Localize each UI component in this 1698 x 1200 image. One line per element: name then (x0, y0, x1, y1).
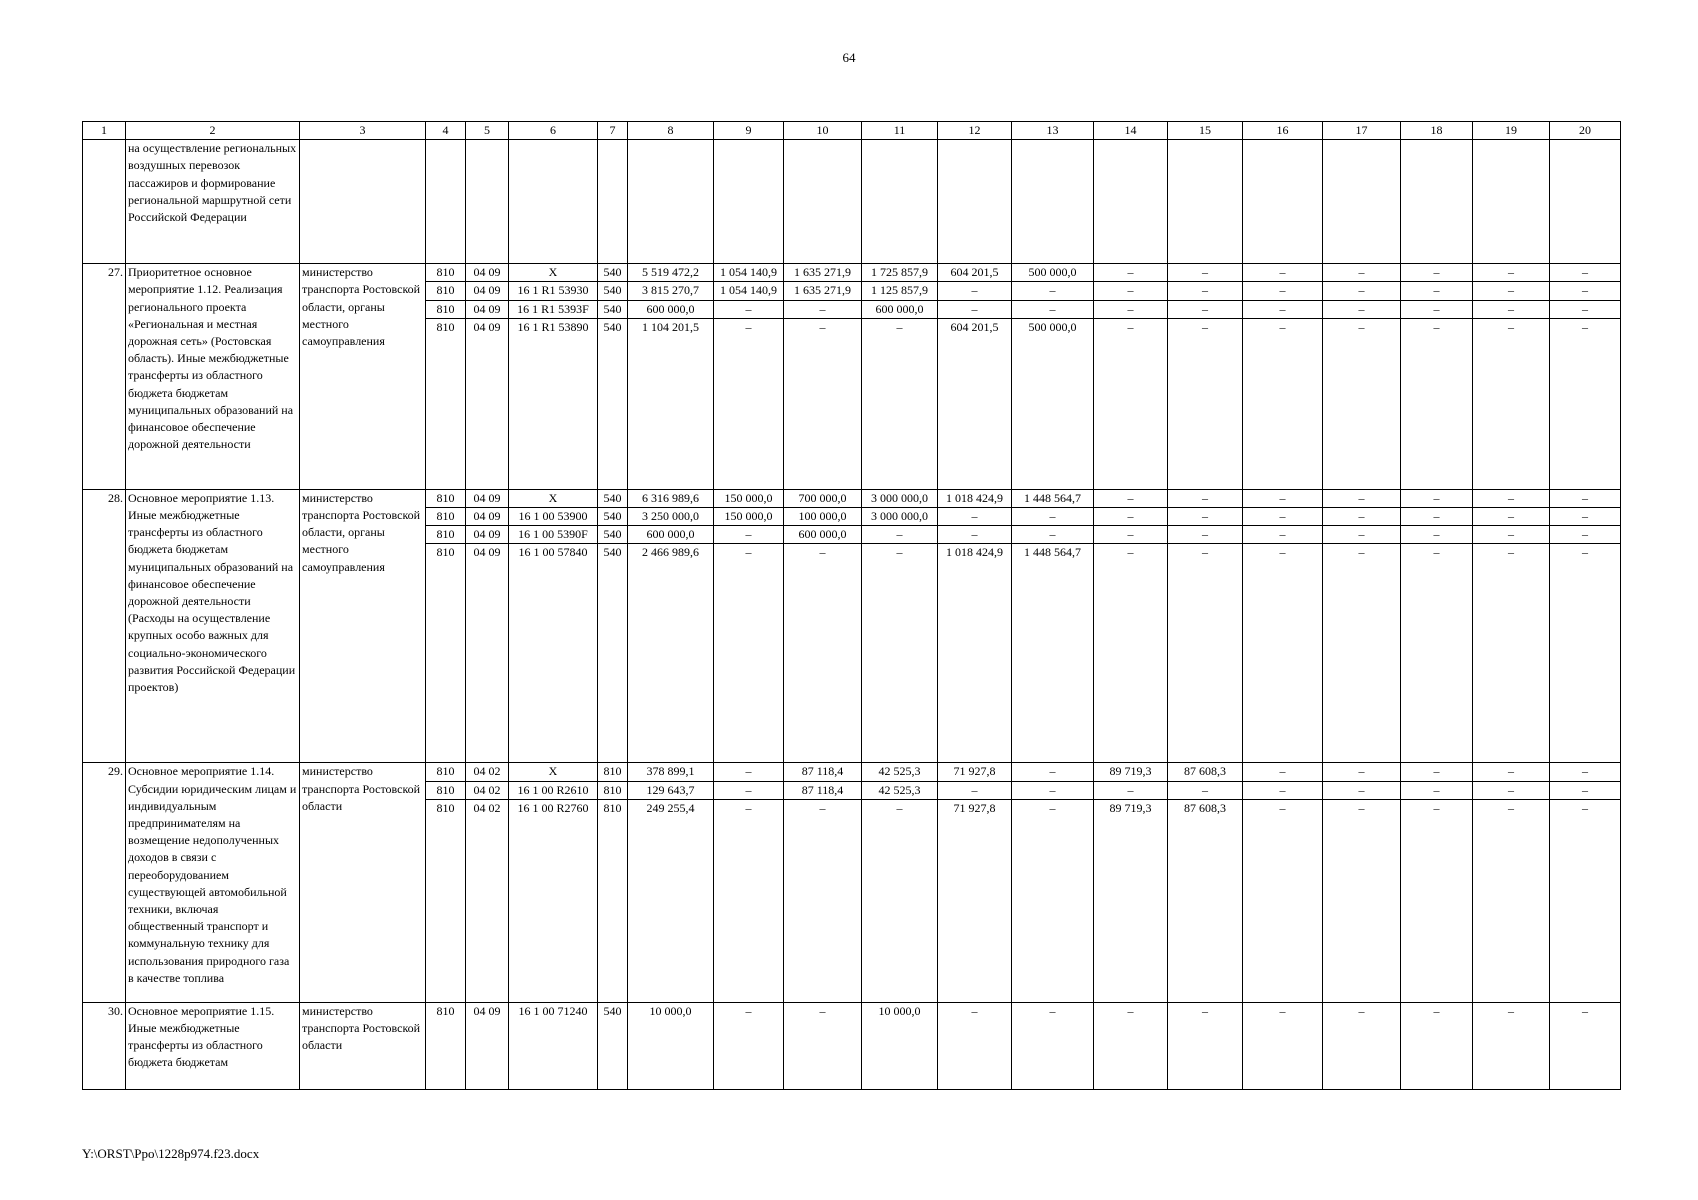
value-cell: – (1401, 781, 1473, 799)
value-cell: – (1168, 300, 1243, 318)
value-cell: 150 000,0 (714, 489, 784, 507)
value-cell: 810 (426, 508, 466, 526)
value-cell: 3 000 000,0 (862, 508, 938, 526)
measure-name-cell: Основное мероприятие 1.15. Иные межбюджетные трансферты из областного бюджета бюджетам (126, 1002, 300, 1089)
table-row (83, 1002, 1621, 1089)
row-number-cell: 29. (83, 763, 126, 1002)
value-cell: – (1094, 489, 1168, 507)
value-cell: 71 927,8 (938, 763, 1012, 781)
value-cell: – (1473, 799, 1550, 1002)
empty-cell (466, 140, 509, 264)
continuation-row (83, 140, 1621, 264)
value-cell: – (1094, 282, 1168, 300)
value-cell: – (784, 318, 862, 489)
value-cell: 04 09 (466, 508, 509, 526)
value-cell: 1 104 201,5 (628, 318, 714, 489)
value-cell: – (862, 799, 938, 1002)
value-cell: – (1012, 282, 1094, 300)
value-cell: – (1550, 799, 1621, 1002)
value-cell: – (1012, 300, 1094, 318)
value-cell: 600 000,0 (784, 526, 862, 544)
row-number-cell: 28. (83, 489, 126, 763)
value-cell: – (1323, 489, 1401, 507)
column-number-cell: 7 (598, 122, 628, 140)
empty-cell (1168, 140, 1243, 264)
value-cell: – (1243, 282, 1323, 300)
value-cell: 1 054 140,9 (714, 264, 784, 282)
value-cell: – (938, 300, 1012, 318)
value-cell: – (1473, 489, 1550, 507)
value-cell: – (1323, 282, 1401, 300)
value-cell: – (1401, 300, 1473, 318)
value-cell: 810 (598, 781, 628, 799)
value-cell: – (938, 1002, 1012, 1089)
value-cell: – (1473, 544, 1550, 763)
value-cell: 16 1 00 57840 (509, 544, 598, 763)
empty-cell (714, 140, 784, 264)
value-cell: 150 000,0 (714, 508, 784, 526)
value-cell: – (1243, 318, 1323, 489)
value-cell: 810 (426, 264, 466, 282)
value-cell: 89 719,3 (1094, 799, 1168, 1002)
measure-name-cell: Приоритетное основное мероприятие 1.12. Реализация регионального проекта «Региональная и местная дорожная сеть» (Ростовская область). Иные межбюджетные трансферты из областного бюджета бюджетам муниципальных образований на финансовое обеспечение дорожной деятельности (126, 264, 300, 490)
value-cell: – (1243, 526, 1323, 544)
value-cell: 04 09 (466, 544, 509, 763)
value-cell: 810 (426, 489, 466, 507)
value-cell: 04 02 (466, 799, 509, 1002)
empty-cell (1473, 140, 1550, 264)
value-cell: 1 635 271,9 (784, 282, 862, 300)
value-cell: 810 (426, 1002, 466, 1089)
measure-name-cell: Основное мероприятие 1.14. Субсидии юридическим лицам и индивидуальным предпринимателям на возмещение недополученных доходов в связи с переоборудованием существующей автомобильной техники, включая общественный транспорт и коммунальную технику для использования природного газа в качестве топлива (126, 763, 300, 1002)
column-number-cell: 14 (1094, 122, 1168, 140)
value-cell: – (1094, 264, 1168, 282)
value-cell: 16 1 00 R2610 (509, 781, 598, 799)
value-cell: – (1323, 300, 1401, 318)
empty-cell (300, 140, 426, 264)
value-cell: 2 466 989,6 (628, 544, 714, 763)
value-cell: – (1012, 781, 1094, 799)
value-cell: 1 635 271,9 (784, 264, 862, 282)
row-number-cell: 30. (83, 1002, 126, 1089)
value-cell: 5 519 472,2 (628, 264, 714, 282)
value-cell: 87 608,3 (1168, 763, 1243, 781)
column-number-cell: 11 (862, 122, 938, 140)
value-cell: 540 (598, 1002, 628, 1089)
empty-cell (862, 140, 938, 264)
value-cell: 249 255,4 (628, 799, 714, 1002)
value-cell: 04 02 (466, 763, 509, 781)
value-cell: 810 (426, 799, 466, 1002)
table-row (83, 489, 1621, 507)
column-number-cell: 13 (1012, 122, 1094, 140)
value-cell: – (1243, 763, 1323, 781)
value-cell: – (1550, 526, 1621, 544)
value-cell: – (1168, 508, 1243, 526)
table-row (83, 763, 1621, 781)
value-cell: – (1401, 264, 1473, 282)
value-cell: – (1401, 282, 1473, 300)
value-cell: – (1094, 300, 1168, 318)
value-cell: – (1243, 300, 1323, 318)
column-number-cell: 12 (938, 122, 1012, 140)
empty-cell (1243, 140, 1323, 264)
value-cell: 04 09 (466, 282, 509, 300)
value-cell: – (1401, 1002, 1473, 1089)
value-cell: 378 899,1 (628, 763, 714, 781)
value-cell: – (1094, 544, 1168, 763)
value-cell: 540 (598, 544, 628, 763)
value-cell: 16 1 R1 5393F (509, 300, 598, 318)
value-cell: – (1550, 282, 1621, 300)
column-number-cell: 18 (1401, 122, 1473, 140)
empty-cell (426, 140, 466, 264)
value-cell: – (1473, 282, 1550, 300)
value-cell: – (784, 544, 862, 763)
value-cell: 04 09 (466, 1002, 509, 1089)
value-cell: – (862, 318, 938, 489)
column-number-cell: 6 (509, 122, 598, 140)
column-number-cell: 1 (83, 122, 126, 140)
value-cell: – (1323, 1002, 1401, 1089)
value-cell: – (1243, 264, 1323, 282)
column-number-cell: 16 (1243, 122, 1323, 140)
value-cell: 1 018 424,9 (938, 544, 1012, 763)
value-cell: – (1473, 781, 1550, 799)
value-cell: – (1243, 799, 1323, 1002)
column-number-cell: 5 (466, 122, 509, 140)
value-cell: – (1550, 264, 1621, 282)
column-number-cell: 20 (1550, 122, 1621, 140)
value-cell: – (714, 300, 784, 318)
executor-cell: министерство транспорта Ростовской области (300, 1002, 426, 1089)
value-cell: 1 125 857,9 (862, 282, 938, 300)
budget-table (82, 121, 1621, 1090)
value-cell: 1 018 424,9 (938, 489, 1012, 507)
column-number-cell: 17 (1323, 122, 1401, 140)
value-cell: – (938, 508, 1012, 526)
table-row (83, 264, 1621, 282)
value-cell: – (714, 781, 784, 799)
value-cell: 04 09 (466, 489, 509, 507)
value-cell: Х (509, 763, 598, 781)
value-cell: – (1168, 264, 1243, 282)
value-cell: – (1401, 763, 1473, 781)
row-number-cell (83, 140, 126, 264)
value-cell: 810 (426, 300, 466, 318)
value-cell: – (1243, 489, 1323, 507)
value-cell: 810 (426, 763, 466, 781)
column-number-cell: 19 (1473, 122, 1550, 140)
column-number-cell: 4 (426, 122, 466, 140)
value-cell: 600 000,0 (628, 300, 714, 318)
value-cell: 87 118,4 (784, 763, 862, 781)
value-cell: – (1243, 544, 1323, 763)
value-cell: – (714, 318, 784, 489)
value-cell: – (1323, 318, 1401, 489)
value-cell: 3 250 000,0 (628, 508, 714, 526)
value-cell: 129 643,7 (628, 781, 714, 799)
value-cell: – (1550, 1002, 1621, 1089)
value-cell: – (1550, 781, 1621, 799)
page-number: 64 (842, 50, 856, 65)
value-cell: – (1473, 526, 1550, 544)
value-cell: – (1401, 799, 1473, 1002)
empty-cell (1550, 140, 1621, 264)
value-cell: – (1550, 318, 1621, 489)
value-cell: 89 719,3 (1094, 763, 1168, 781)
column-number-cell: 10 (784, 122, 862, 140)
value-cell: 810 (426, 781, 466, 799)
value-cell: – (1094, 526, 1168, 544)
executor-cell: министерство транспорта Ростовской области, органы местного самоуправления (300, 264, 426, 490)
value-cell: 600 000,0 (862, 300, 938, 318)
value-cell: – (1473, 1002, 1550, 1089)
empty-cell (509, 140, 598, 264)
value-cell: 604 201,5 (938, 264, 1012, 282)
value-cell: – (714, 544, 784, 763)
value-cell: 1 054 140,9 (714, 282, 784, 300)
value-cell: 500 000,0 (1012, 264, 1094, 282)
value-cell: – (1094, 318, 1168, 489)
empty-cell (1323, 140, 1401, 264)
value-cell: – (862, 544, 938, 763)
value-cell: 810 (426, 544, 466, 763)
empty-cell (628, 140, 714, 264)
value-cell: 700 000,0 (784, 489, 862, 507)
empty-cell (1094, 140, 1168, 264)
column-number-cell: 2 (126, 122, 300, 140)
value-cell: – (1323, 526, 1401, 544)
value-cell: – (1473, 318, 1550, 489)
value-cell: – (714, 799, 784, 1002)
value-cell: – (714, 763, 784, 781)
value-cell: 500 000,0 (1012, 318, 1094, 489)
value-cell: – (1012, 763, 1094, 781)
value-cell: Х (509, 489, 598, 507)
value-cell: – (1243, 1002, 1323, 1089)
value-cell: – (1401, 318, 1473, 489)
value-cell: – (1012, 526, 1094, 544)
value-cell: – (1550, 544, 1621, 763)
value-cell: – (1473, 508, 1550, 526)
value-cell: 16 1 00 R2760 (509, 799, 598, 1002)
value-cell: – (1168, 1002, 1243, 1089)
value-cell: – (1168, 526, 1243, 544)
value-cell: 87 118,4 (784, 781, 862, 799)
empty-cell (938, 140, 1012, 264)
value-cell: 3 815 270,7 (628, 282, 714, 300)
value-cell: – (1473, 300, 1550, 318)
column-number-cell: 9 (714, 122, 784, 140)
column-number-cell: 3 (300, 122, 426, 140)
value-cell: 10 000,0 (862, 1002, 938, 1089)
value-cell: – (784, 799, 862, 1002)
column-number-row (83, 122, 1621, 140)
value-cell: – (714, 1002, 784, 1089)
value-cell: 16 1 00 71240 (509, 1002, 598, 1089)
value-cell: 540 (598, 526, 628, 544)
value-cell: Х (509, 264, 598, 282)
value-cell: – (1094, 781, 1168, 799)
empty-cell (784, 140, 862, 264)
value-cell: – (714, 526, 784, 544)
value-cell: 540 (598, 282, 628, 300)
value-cell: – (784, 1002, 862, 1089)
value-cell: 42 525,3 (862, 763, 938, 781)
value-cell: 540 (598, 300, 628, 318)
value-cell: 810 (426, 282, 466, 300)
value-cell: – (1323, 763, 1401, 781)
column-number-cell: 8 (628, 122, 714, 140)
empty-cell (1012, 140, 1094, 264)
value-cell: 810 (598, 763, 628, 781)
value-cell: 100 000,0 (784, 508, 862, 526)
value-cell: 71 927,8 (938, 799, 1012, 1002)
value-cell: 810 (426, 318, 466, 489)
value-cell: – (1012, 1002, 1094, 1089)
file-path-footer: Y:\ORST\Ppo\1228p974.f23.docx (82, 1146, 260, 1161)
value-cell: – (1550, 489, 1621, 507)
value-cell: – (1401, 526, 1473, 544)
value-cell: – (1473, 264, 1550, 282)
value-cell: – (938, 526, 1012, 544)
value-cell: 540 (598, 318, 628, 489)
value-cell: – (1168, 544, 1243, 763)
value-cell: – (1243, 508, 1323, 526)
value-cell: – (1401, 489, 1473, 507)
value-cell: – (862, 526, 938, 544)
value-cell: 1 725 857,9 (862, 264, 938, 282)
value-cell: 810 (598, 799, 628, 1002)
measure-name-cell: на осуществление региональных воздушных перевозок пассажиров и формирование региональной маршрутной сети Российской Федерации (126, 140, 300, 264)
value-cell: 1 448 564,7 (1012, 544, 1094, 763)
value-cell: 6 316 989,6 (628, 489, 714, 507)
value-cell: – (1168, 489, 1243, 507)
value-cell: 10 000,0 (628, 1002, 714, 1089)
value-cell: 87 608,3 (1168, 799, 1243, 1002)
value-cell: – (1168, 318, 1243, 489)
column-number-cell: 15 (1168, 122, 1243, 140)
executor-cell: министерство транспорта Ростовской области, органы местного самоуправления (300, 489, 426, 763)
value-cell: – (1550, 300, 1621, 318)
value-cell: 16 1 R1 53930 (509, 282, 598, 300)
value-cell: – (1323, 508, 1401, 526)
measure-name-cell: Основное мероприятие 1.13. Иные межбюджетные трансферты из областного бюджета бюджетам муниципальных образований на финансовое обеспечение дорожной деятельности (Расходы на осуществление крупных особо важных для социально-экономического развития Российской Федерации проектов) (126, 489, 300, 763)
value-cell: – (938, 282, 1012, 300)
value-cell: 600 000,0 (628, 526, 714, 544)
value-cell: – (1401, 544, 1473, 763)
value-cell: – (1012, 799, 1094, 1002)
row-number-cell: 27. (83, 264, 126, 490)
value-cell: – (1094, 1002, 1168, 1089)
empty-cell (598, 140, 628, 264)
value-cell: 16 1 00 53900 (509, 508, 598, 526)
value-cell: 16 1 R1 53890 (509, 318, 598, 489)
value-cell: 604 201,5 (938, 318, 1012, 489)
executor-cell: министерство транспорта Ростовской области (300, 763, 426, 1002)
value-cell: – (784, 300, 862, 318)
value-cell: – (1094, 508, 1168, 526)
value-cell: 04 09 (466, 300, 509, 318)
value-cell: – (1323, 264, 1401, 282)
value-cell: – (1323, 544, 1401, 763)
value-cell: 1 448 564,7 (1012, 489, 1094, 507)
value-cell: 810 (426, 526, 466, 544)
value-cell: – (1323, 781, 1401, 799)
value-cell: – (938, 781, 1012, 799)
value-cell: 540 (598, 489, 628, 507)
value-cell: – (1550, 508, 1621, 526)
value-cell: 42 525,3 (862, 781, 938, 799)
value-cell: – (1243, 781, 1323, 799)
value-cell: 04 09 (466, 264, 509, 282)
value-cell: – (1323, 799, 1401, 1002)
value-cell: – (1168, 781, 1243, 799)
value-cell: 540 (598, 508, 628, 526)
value-cell: – (1473, 763, 1550, 781)
value-cell: – (1401, 508, 1473, 526)
value-cell: 16 1 00 5390F (509, 526, 598, 544)
value-cell: – (1168, 282, 1243, 300)
empty-cell (1401, 140, 1473, 264)
value-cell: – (1550, 763, 1621, 781)
value-cell: – (1012, 508, 1094, 526)
value-cell: 04 02 (466, 781, 509, 799)
value-cell: 3 000 000,0 (862, 489, 938, 507)
value-cell: 04 09 (466, 526, 509, 544)
value-cell: 540 (598, 264, 628, 282)
value-cell: 04 09 (466, 318, 509, 489)
